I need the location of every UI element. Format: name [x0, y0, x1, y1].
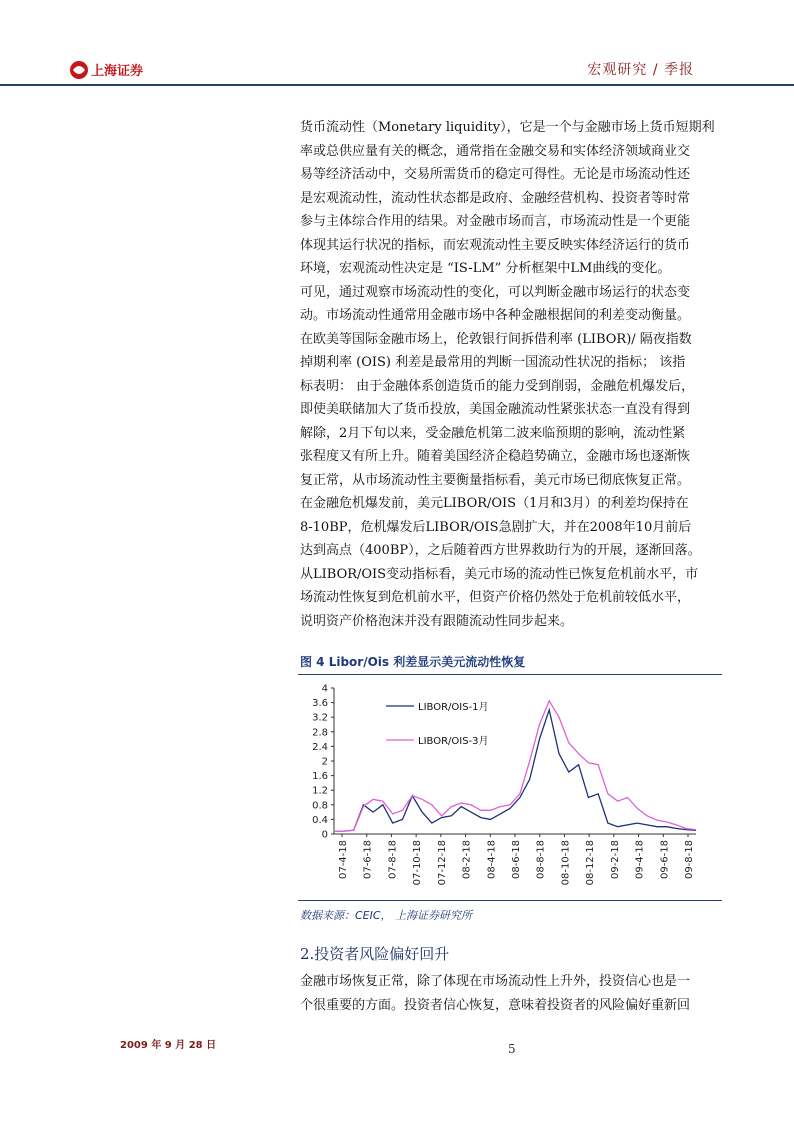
text-line: 在金融危机爆发前，美元LIBOR/OIS（1月和3月）的利差均保持在	[300, 496, 689, 511]
footer-date: 2009 年 9 月 28 日	[120, 1040, 217, 1051]
x-tick-label: 08-12-18	[585, 840, 597, 886]
text-line: 是宏观流动性，流动性状态都是政府、金融经营机构、投资者等时常	[300, 190, 691, 206]
text-line: 货币流动性（Monetary liquidity），它是一个与金融市场上货币短期利	[300, 120, 715, 135]
text-line: 说明资产价格泡沫并没有跟随流动性同步起来。	[300, 613, 574, 629]
text-line: 可见，通过观察市场流动性的变化，可以判断金融市场运行的状态变	[300, 284, 691, 300]
page-number: 5	[508, 1042, 516, 1056]
text-line: 金融市场恢复正常，除了体现在市场流动性上升外，投资信心也是一	[300, 974, 691, 989]
body-paragraph	[300, 116, 722, 633]
figure-top-rule	[298, 674, 722, 675]
y-tick-label: 4	[321, 683, 328, 695]
text-line: 个很重要的方面。投资者信心恢复，意味着投资者的风险偏好重新回	[300, 997, 691, 1013]
x-tick-label: 07-12-18	[436, 840, 448, 886]
x-tick-label: 08-6-18	[511, 840, 522, 880]
text-line: 解除，2月下旬以来，受金融危机第二波来临预期的影响，流动性紧	[300, 425, 686, 441]
text-line: 标表明： 由于金融体系创造货币的能力受到削弱，金融危机爆发后，	[300, 378, 695, 394]
x-tick-label: 08-10-18	[560, 840, 572, 886]
y-tick-label: 2	[321, 756, 328, 768]
liquidity-line-chart	[298, 678, 722, 898]
text-line: 易等经济活动中，交易所需货币的稳定可得性。无论是市场流动性还	[300, 167, 691, 182]
text-line: 达到高点（400BP），之后随着西方世界救助行为的开展，逐渐回落。	[300, 543, 701, 558]
text-line: 从LIBOR/OIS变动指标看，美元市场的流动性已恢复危机前水平，市	[300, 566, 699, 582]
x-tick-label: 08-8-18	[535, 840, 547, 880]
logo-text: 上海证券	[91, 64, 144, 79]
header-section-label: 宏观研究 / 季报	[587, 62, 694, 78]
y-tick-label: 0.8	[312, 800, 328, 812]
legend-label-1: LIBOR/OIS-1月	[418, 702, 489, 713]
text-line: 掉期利率 (OIS) 利差是最常用的判断一国流动性状况的指标； 该指	[300, 355, 686, 370]
text-line: 动。市场流动性通常用金融市场中各种金融根据间的利差变动衡量。	[300, 308, 691, 323]
figure-source: 数据来源：CEIC， 上海证券研究所	[300, 909, 473, 922]
y-tick-label: 3.6	[312, 698, 328, 710]
x-tick-label: 09-2-18	[609, 840, 621, 880]
section-paragraph	[300, 970, 722, 1017]
header-divider	[0, 84, 794, 86]
text-line: 8-10BP，危机爆发后LIBOR/OIS急剧扩大，并在2008年10月前后	[300, 519, 692, 535]
series-line-1	[334, 710, 696, 831]
y-tick-label: 0	[321, 829, 328, 841]
text-line: 张程度又有所上升。随着美国经济企稳趋势确立，金融市场也逐渐恢	[300, 449, 691, 464]
legend-label-2: LIBOR/OIS-3月	[418, 736, 489, 747]
y-tick-label: 1.2	[312, 785, 328, 797]
figure-bottom-rule	[298, 900, 722, 901]
text-line: 在欧美等国际金融市场上，伦敦银行间拆借利率 (LIBOR)/ 隔夜指数	[300, 331, 692, 347]
text-line: 率或总供应量有关的概念，通常指在金融交易和实体经济领域商业交	[300, 143, 691, 159]
x-tick-label: 07-8-18	[387, 840, 399, 880]
text-line: 场流动性恢复到危机前水平，但资产价格仍然处于危机前较低水平，	[300, 590, 691, 605]
y-tick-label: 3.2	[312, 712, 328, 724]
y-tick-label: 1.6	[312, 771, 328, 783]
x-tick-label: 07-4-18	[338, 840, 349, 880]
text-line: 参与主体综合作用的结果。对金融市场而言，市场流动性是一个更能	[300, 214, 691, 229]
text-line: 体现其运行状况的指标，而宏观流动性主要反映实体经济运行的货币	[300, 237, 691, 253]
text-line: 环境，宏观流动性决定是 “IS-LM” 分析框架中LM曲线的变化。	[300, 261, 671, 276]
section-heading: 2.投资者风险偏好回升	[300, 945, 450, 963]
x-tick-label: 09-4-18	[634, 840, 646, 880]
company-logo	[68, 58, 148, 82]
x-tick-label: 08-2-18	[461, 840, 473, 880]
text-line: 即使美联储加大了货币投放，美国金融流动性紧张状态一直没有得到	[300, 402, 691, 417]
x-tick-label: 09-8-18	[684, 840, 695, 880]
text-line: 复正常，从市场流动性主要衡量指标看，美元市场已彻底恢复正常。	[300, 472, 691, 488]
x-tick-label: 07-10-18	[412, 840, 424, 886]
x-tick-label: 07-6-18	[362, 840, 374, 880]
y-tick-label: 2.8	[312, 727, 328, 739]
series-line-2	[334, 701, 696, 831]
figure-caption: 图 4 Libor/Ois 利差显示美元流动性恢复	[300, 655, 526, 669]
x-tick-label: 09-6-18	[659, 840, 671, 880]
x-tick-label: 08-4-18	[486, 840, 498, 880]
y-tick-label: 0.4	[312, 814, 328, 826]
y-tick-label: 2.4	[312, 741, 328, 753]
